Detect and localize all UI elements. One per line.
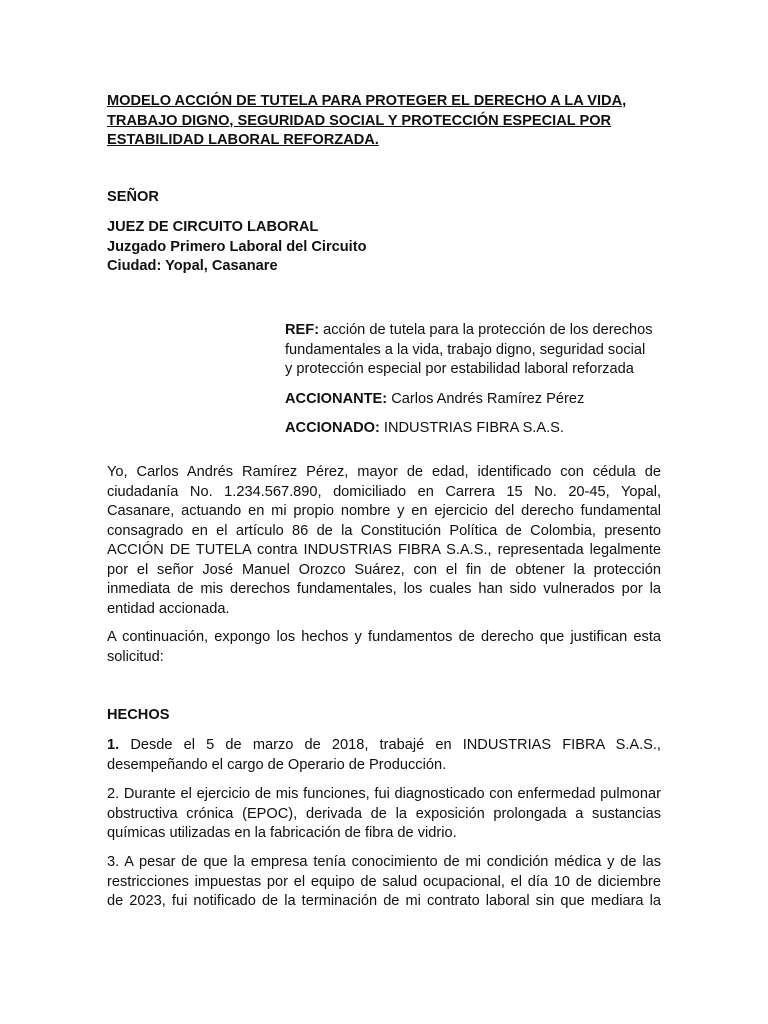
accionado-value: INDUSTRIAS FIBRA S.A.S. [379, 420, 564, 436]
salutation: SEÑOR [107, 189, 159, 205]
ref-label: REF: [285, 322, 320, 338]
hecho-1-text: Desde el 5 de marzo de 2018, trabajé en INDUSTRIAS FIBRA S.A.S., [119, 737, 661, 753]
intro-line: ACCIÓN DE TUTELA contra INDUSTRIAS FIBRA S.A.S., representada legalmente [107, 542, 661, 558]
court-name: Juzgado Primero Laboral del Circuito [107, 239, 367, 255]
accionante-value: Carlos Andrés Ramírez Pérez [387, 390, 585, 407]
hecho-2 [107, 785, 661, 844]
hecho-3 [107, 853, 661, 912]
intro-line-last: entidad accionada. [107, 600, 230, 617]
hecho-1-line-2: desempeñando el cargo de Operario de Producción. [107, 756, 447, 773]
hecho-2-line-1: 2. Durante el ejercicio de mis funciones, fui diagnosticado con enfermedad pulmonar [107, 786, 661, 802]
hecho-1-number: 1. [107, 737, 120, 753]
intro-line: Casanare, actuando en mi propio nombre y en ejercicio del derecho fundamental [107, 503, 661, 519]
intro-paragraph [107, 463, 661, 619]
hecho-1-line-1 [107, 736, 661, 756]
document-title [107, 92, 667, 151]
hecho-1 [107, 736, 661, 775]
court-city: Ciudad: Yopal, Casanare [107, 258, 278, 274]
title-line-1: MODELO ACCIÓN DE TUTELA PARA PROTEGER EL DERECHO A LA VIDA, [107, 93, 627, 109]
continuation-line-2: solicitud: [107, 648, 164, 665]
ref-text-1: acción de tutela para la protección de los derechos [319, 322, 653, 338]
intro-line: Yo, Carlos Andrés Ramírez Pérez, mayor de edad, identificado con cédula de [107, 464, 661, 480]
accionante-line [285, 390, 661, 410]
accionado-line [285, 419, 661, 439]
hecho-3-line-2: restricciones impuestas por el equipo de salud ocupacional, el día 10 de diciembre [107, 873, 661, 890]
hecho-3-line-1: 3. A pesar de que la empresa tenía conocimiento de mi condición médica y de las [107, 854, 661, 870]
title-line-3: ESTABILIDAD LABORAL REFORZADA. [107, 132, 379, 148]
ref-line-2: fundamentales a la vida, trabajo digno, seguridad social [285, 341, 646, 358]
intro-line: ciudadanía No. 1.234.567.890, domiciliado en Carrera 15 No. 20-45, Yopal, [107, 483, 661, 500]
hecho-2-line-3: químicas utilizadas en la fabricación de fibra de vidrio. [107, 825, 457, 841]
continuation-line-1: A continuación, expongo los hechos y fundamentos de derecho que justifican esta [107, 629, 661, 645]
ref-line-1 [285, 321, 661, 341]
ref-line-3: y protección especial por estabilidad laboral reforzada [285, 361, 634, 377]
judge-title: JUEZ DE CIRCUITO LABORAL [107, 219, 319, 235]
continuation-paragraph [107, 628, 661, 667]
title-line-2: TRABAJO DIGNO, SEGURIDAD SOCIAL Y PROTECCIÓN ESPECIAL POR [107, 112, 612, 129]
intro-line: inmediata de mis derechos fundamentales, los cuales han sido vulnerados por la [107, 581, 661, 597]
intro-line: consagrado en el artículo 86 de la Constitución Política de Colombia, presento [107, 522, 661, 539]
reference-block [285, 321, 661, 439]
hecho-2-line-2: obstructiva crónica (EPOC), derivada de la exposición prolongada a sustancias [107, 805, 661, 822]
accionante-label: ACCIONANTE: [285, 390, 388, 407]
intro-line: por el señor José Manuel Orozco Suárez, con el fin de obtener la protección [107, 561, 661, 578]
accionado-label: ACCIONADO: [285, 420, 380, 436]
hecho-3-line-3: de 2023, fui notificado de la terminación de mi contrato laboral sin que mediara la [107, 893, 661, 909]
hechos-heading: HECHOS [107, 707, 170, 723]
